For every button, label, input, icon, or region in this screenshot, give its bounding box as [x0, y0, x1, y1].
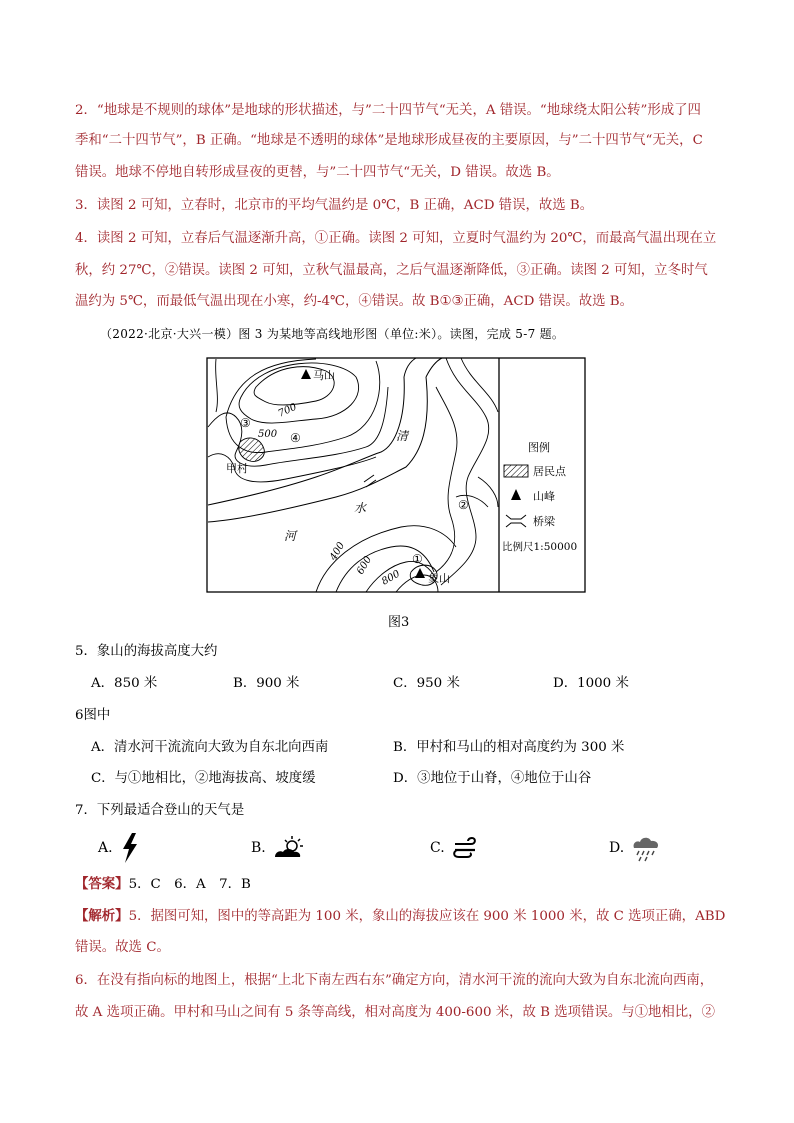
q7-option-c-label: C.	[430, 840, 445, 856]
wind-icon	[451, 835, 483, 861]
analysis-key: 【解析】	[75, 908, 129, 924]
analysis-line	[75, 906, 725, 927]
figure-caption: 图3	[388, 615, 410, 630]
explanation-line: 2．“地球是不规则的球体”是地球的形状描述，与”二十四节气“无关，A 错误。“地球绕太阳公转”形成了四	[75, 103, 701, 118]
label-river-shui: 水	[354, 501, 367, 515]
legend-settlement: 居民点	[533, 465, 566, 478]
q7-option-b-label: B.	[251, 840, 266, 856]
legend-peak: 山峰	[533, 490, 555, 503]
q7-option-c	[430, 832, 483, 864]
question-intro: （2022·北京·大兴一模）图 3 为某地等高线地形图（单位:米）。读图，完成 5-7 题。	[100, 327, 565, 341]
label-river-qing: 清	[396, 429, 409, 443]
contour-map	[206, 357, 586, 593]
explanation-line: 秋，约 27℃，②错误。读图 2 可知，立秋气温最高，之后气温逐渐降低，③正确。读图 2 可知，立冬时气	[75, 263, 708, 278]
marker-1: ①	[412, 552, 423, 566]
legend-bridge: 桥梁	[533, 515, 555, 528]
q5-option-b: B．900 米	[233, 676, 300, 691]
rain-cloud-icon	[630, 834, 662, 862]
q5-option-d: D．1000 米	[553, 676, 629, 691]
q7-option-a-label: A.	[98, 840, 113, 856]
label-river-he: 河	[284, 529, 297, 543]
q6-option-a: A．清水河干流流向大致为自东北向西南	[91, 740, 329, 755]
answer-line	[75, 874, 251, 895]
label-jiacun: 甲村	[226, 462, 248, 475]
q7-option-d	[609, 832, 662, 864]
explanation-line: 错误。地球不停地自转形成昼夜的更替，与”二十四节气“无关，D 错误。故选 B。	[75, 165, 560, 180]
legend-scale: 比例尺1:50000	[502, 541, 578, 553]
label-mashan: 马山	[313, 369, 335, 382]
contour-label-600: 600	[355, 554, 375, 577]
question-5-stem: 5．象山的海拔高度大约	[75, 644, 218, 659]
contour-label-400: 400	[328, 540, 348, 563]
sun-cloud-icon	[272, 835, 306, 861]
analysis-line: 6．在没有指向标的地图上，根据“上北下南左西右东”确定方向，清水河干流的流向大致为自东北流向西南，	[75, 973, 714, 988]
marker-4: ④	[290, 431, 301, 445]
explanation-line: 温约为 5℃，而最低气温出现在小寒，约-4℃，④错误。故 B①③正确，ACD 错误。故选 B。	[75, 294, 633, 309]
legend-settlement-swatch	[504, 465, 528, 477]
question-6-stem: 6图中	[75, 708, 111, 723]
contour-label-700: 700	[276, 401, 299, 420]
q7-option-a	[98, 832, 141, 864]
q5-option-c: C．950 米	[393, 676, 460, 691]
analysis-line: 故 A 选项正确。甲村和马山之间有 5 条等高线，相对高度为 400-600 米，故 B 选项错误。与①地相比，②	[75, 1005, 715, 1020]
lightning-icon	[119, 833, 141, 863]
q6-option-c: C．与①地相比，②地海拔高、坡度缓	[91, 771, 316, 786]
analysis-line: 错误。故选 C。	[75, 940, 170, 955]
explanation-line: 3．读图 2 可知，立春时，北京市的平均气温约是 0℃，B 正确，ACD 错误，故选 B。	[75, 198, 594, 213]
legend-title: 图例	[528, 441, 550, 454]
q5-option-a: A．850 米	[91, 676, 158, 691]
q7-option-d-label: D.	[609, 840, 625, 856]
answer-key: 【答案】	[75, 876, 129, 892]
marker-2: ②	[458, 498, 469, 512]
analysis-text: 5．据图可知，图中的等高距为 100 米，象山的海拔应该在 900 米 1000 米，故 C 选项正确，ABD	[128, 909, 726, 924]
q6-option-b: B．甲村和马山的相对高度约为 300 米	[393, 740, 625, 755]
contour-label-500: 500	[258, 429, 278, 440]
q7-option-b	[251, 832, 306, 864]
question-7-stem: 7．下列最适合登山的天气是	[75, 803, 245, 818]
explanation-line: 季和“二十四节气”，B 正确。“地球是不透明的球体”是地球形成昼夜的主要原因，与”二十四节气“无关，C	[75, 133, 703, 148]
q6-option-d: D．③地位于山脊，④地位于山谷	[393, 771, 592, 786]
label-xiangshan: 象山	[428, 572, 450, 585]
marker-3: ③	[240, 416, 251, 430]
contour-label-800: 800	[380, 568, 403, 588]
explanation-line: 4．读图 2 可知，立春后气温逐渐升高，①正确。读图 2 可知，立夏时气温约为 20℃，而最高气温出现在立	[75, 231, 717, 246]
answer-text: 5．C 6．A 7．B	[128, 877, 251, 892]
